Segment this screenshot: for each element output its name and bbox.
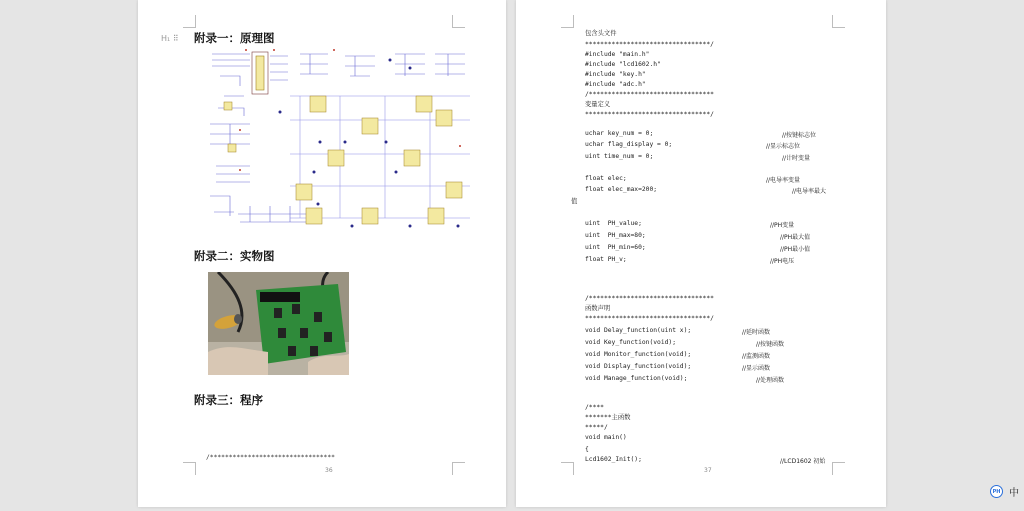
code-line: Lcd1602_Init(); bbox=[585, 456, 642, 463]
code-comment: //PH变量 bbox=[770, 222, 795, 229]
code-line: *******主函数 bbox=[585, 414, 631, 421]
appendix-1-heading: 附录一：原理图 bbox=[194, 31, 275, 45]
code-line: uint time_num = 0; bbox=[585, 153, 654, 160]
code-line: #include "lcd1602.h" bbox=[585, 61, 661, 68]
code-comment: //PH电压 bbox=[770, 258, 795, 265]
code-comment: //按键函数 bbox=[756, 341, 785, 348]
code-comment: //计时变量 bbox=[782, 155, 811, 162]
code-line: #include "adc.h" bbox=[585, 81, 646, 88]
code-comment: //显示标志位 bbox=[766, 143, 801, 150]
code-comment: //处理函数 bbox=[756, 377, 785, 384]
code-line: *********************************/ bbox=[585, 111, 714, 118]
code-line: *****/ bbox=[585, 424, 608, 431]
code-line: uint PH_min=60; bbox=[585, 244, 646, 251]
code-line: float PH_v; bbox=[585, 256, 627, 263]
code-line: uint PH_value; bbox=[585, 220, 642, 227]
heading-style-marker[interactable]: H₁ ⠿ bbox=[161, 34, 179, 43]
appendix-2-heading: 附录二：实物图 bbox=[194, 249, 275, 263]
code-line: void Delay_function(uint x); bbox=[585, 327, 692, 334]
code-line: float elec; bbox=[585, 175, 627, 182]
code-line: /********************************* bbox=[585, 295, 714, 302]
code-comment: //延时函数 bbox=[742, 329, 771, 336]
code-line: uchar flag_display = 0; bbox=[585, 141, 673, 148]
code-line: #include "main.h" bbox=[585, 51, 650, 58]
code-comment: //电导率变量 bbox=[766, 177, 801, 184]
code-line: { bbox=[585, 446, 589, 453]
margin-corner bbox=[832, 462, 845, 475]
schematic-diagram bbox=[210, 46, 472, 232]
language-indicator[interactable]: 中 bbox=[1009, 488, 1019, 499]
page-number: 37 bbox=[704, 467, 712, 474]
hardware-photo bbox=[208, 272, 349, 375]
code-line: #include "key.h" bbox=[585, 71, 646, 78]
appendix-3-heading: 附录三：程序 bbox=[194, 393, 263, 407]
code-line: uint PH_max=80; bbox=[585, 232, 646, 239]
system-tray bbox=[990, 484, 1019, 499]
code-line: 变量定义 bbox=[585, 101, 611, 108]
code-line: void Key_function(void); bbox=[585, 339, 676, 346]
margin-corner bbox=[452, 15, 465, 28]
code-line: void Monitor_function(void); bbox=[585, 351, 692, 358]
code-comment: //显示函数 bbox=[742, 365, 771, 372]
input-method-icon[interactable]: PH bbox=[990, 485, 1003, 498]
code-line: void Display_function(void); bbox=[585, 363, 692, 370]
code-line: *********************************/ bbox=[585, 315, 714, 322]
code-comment: //PH最大值 bbox=[780, 234, 811, 241]
code-line: *********************************/ bbox=[585, 41, 714, 48]
code-comment: //电导率最大 bbox=[792, 188, 827, 195]
margin-corner bbox=[183, 15, 196, 28]
code-comment: //PH最小值 bbox=[780, 246, 811, 253]
code-line: 函数声明 bbox=[585, 305, 611, 312]
margin-corner bbox=[452, 462, 465, 475]
page-number: 36 bbox=[325, 467, 333, 474]
code-line: /**** bbox=[585, 404, 604, 411]
margin-corner bbox=[832, 15, 845, 28]
code-line: float elec_max=200; bbox=[585, 186, 658, 193]
code-comment: //监测函数 bbox=[742, 353, 771, 360]
margin-corner bbox=[183, 462, 196, 475]
code-comment: //LCD1602 初始 bbox=[780, 458, 826, 465]
code-line: uchar key_num = 0; bbox=[585, 130, 654, 137]
code-comment-line: /********************************* bbox=[206, 454, 335, 461]
margin-corner bbox=[561, 462, 574, 475]
margin-corner bbox=[561, 15, 574, 28]
code-comment: //按键标志位 bbox=[782, 132, 817, 139]
code-line: 包含头文件 bbox=[585, 30, 617, 37]
page-37 bbox=[516, 0, 886, 507]
code-line: void Manage_function(void); bbox=[585, 375, 688, 382]
code-line: 值 bbox=[571, 198, 578, 205]
code-line: void main() bbox=[585, 434, 627, 441]
code-line: /********************************* bbox=[585, 91, 714, 98]
